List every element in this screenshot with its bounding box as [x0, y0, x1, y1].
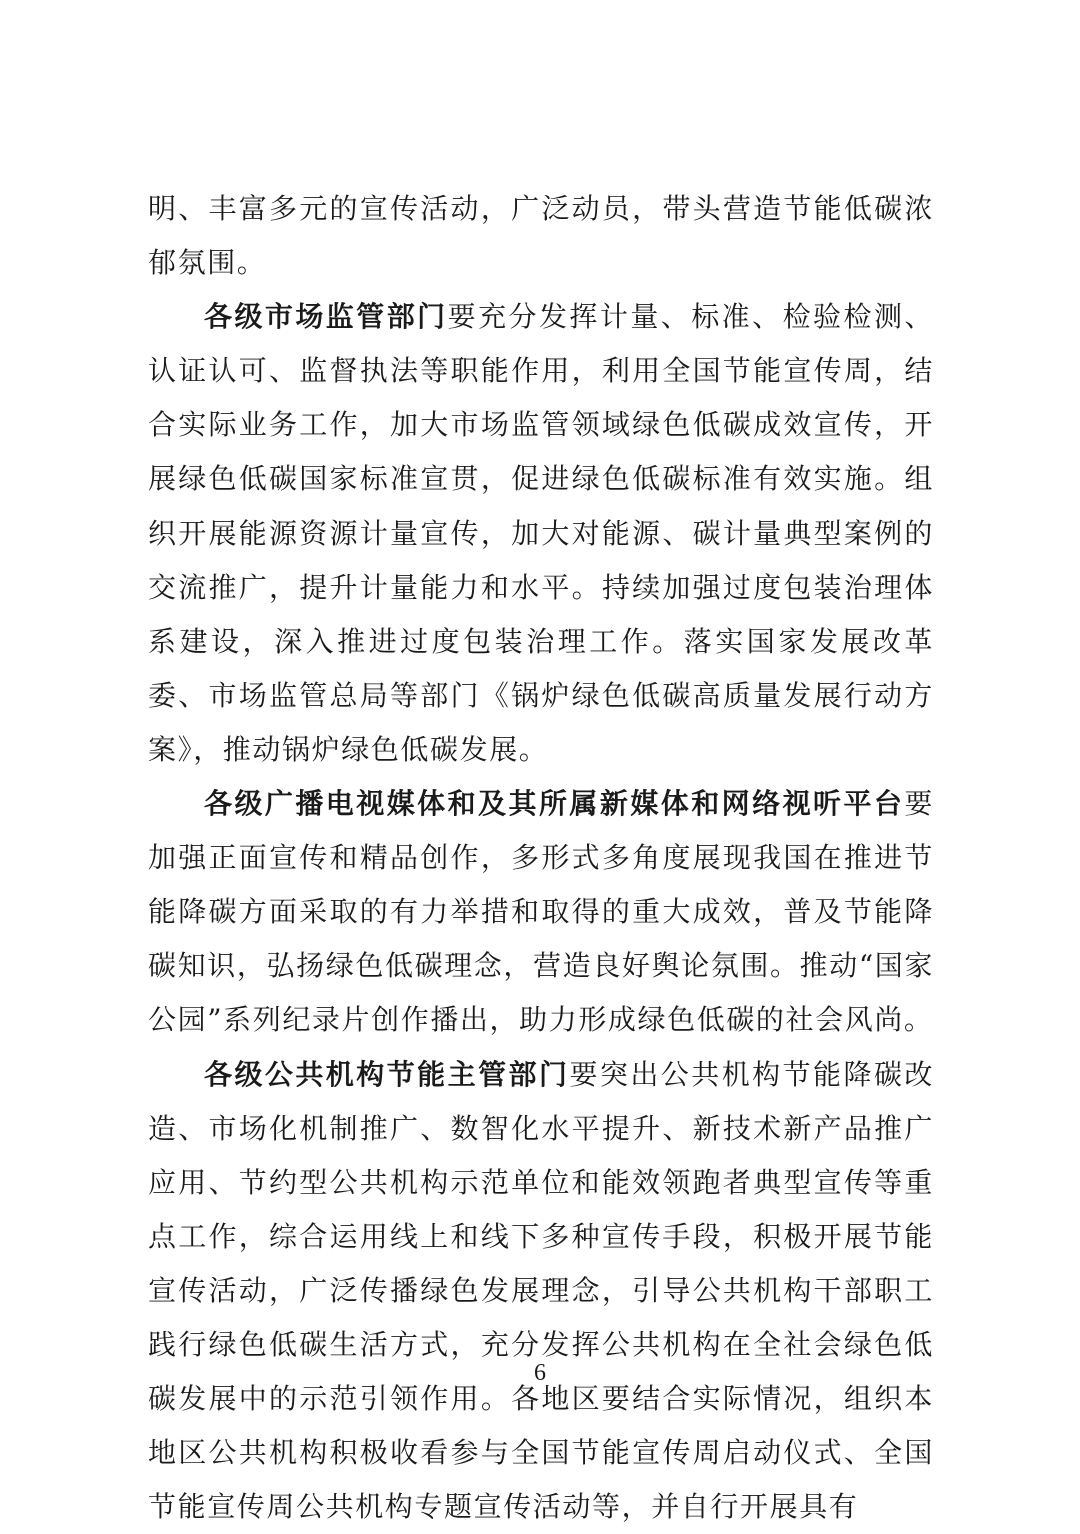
page-number: 6: [0, 1358, 1080, 1388]
paragraph-lead: 各级公共机构节能主管部门: [204, 1058, 569, 1091]
document-body: [148, 182, 934, 1534]
paragraph-market-regulation: [148, 290, 934, 777]
paragraph-public-institutions: [148, 1048, 934, 1534]
paragraph-lead: 各级市场监管部门: [204, 300, 448, 333]
paragraph-text: 明、丰富多元的宣传活动，广泛动员，带头营造节能低碳浓郁氛围。: [148, 192, 934, 279]
paragraph-lead: 各级广播电视媒体和及其所属新媒体和网络视听平台: [204, 787, 904, 820]
paragraph-broadcast-media: [148, 777, 934, 1047]
paragraph-text: 要充分发挥计量、标准、检验检测、认证认可、监督执法等职能作用，利用全国节能宣传周，结合实际业务工作，加大市场监管领域绿色低碳成效宣传，开展绿色低碳国家标准宣贯，促进绿色低碳标准有效实施。组织开展能源资源计量宣传，加大对能源、碳计量典型案例的交流推广，提升计量能力和水平。持续加强过度包装治理体系建设，深入推进过度包装治理工作。落实国家发展改革委、市场监管总局等部门《锅炉绿色低碳高质量发展行动方案》，推动锅炉绿色低碳发展。: [148, 300, 934, 766]
paragraph-text: 要突出公共机构节能降碳改造、市场化机制推广、数智化水平提升、新技术新产品推广应用、节约型公共机构示范单位和能效领跑者典型宣传等重点工作，综合运用线上和线下多种宣传手段，积极开展节能宣传活动，广泛传播绿色发展理念，引导公共机构干部职工践行绿色低碳生活方式，充分发挥公共机构在全社会绿色低碳发展中的示范引领作用。各地区要结合实际情况，组织本地区公共机构积极收看参与全国节能宣传周启动仪式、全国节能宣传周公共机构专题宣传活动等，并自行开展具有: [148, 1058, 934, 1524]
paragraph-continuation: [148, 182, 934, 290]
paragraph-text: 要加强正面宣传和精品创作，多形式多角度展现我国在推进节能降碳方面采取的有力举措和取得的重大成效，普及节能降碳知识，弘扬绿色低碳理念，营造良好舆论氛围。推动“国家公园”系列纪录片创作播出，助力形成绿色低碳的社会风尚。: [148, 787, 934, 1036]
